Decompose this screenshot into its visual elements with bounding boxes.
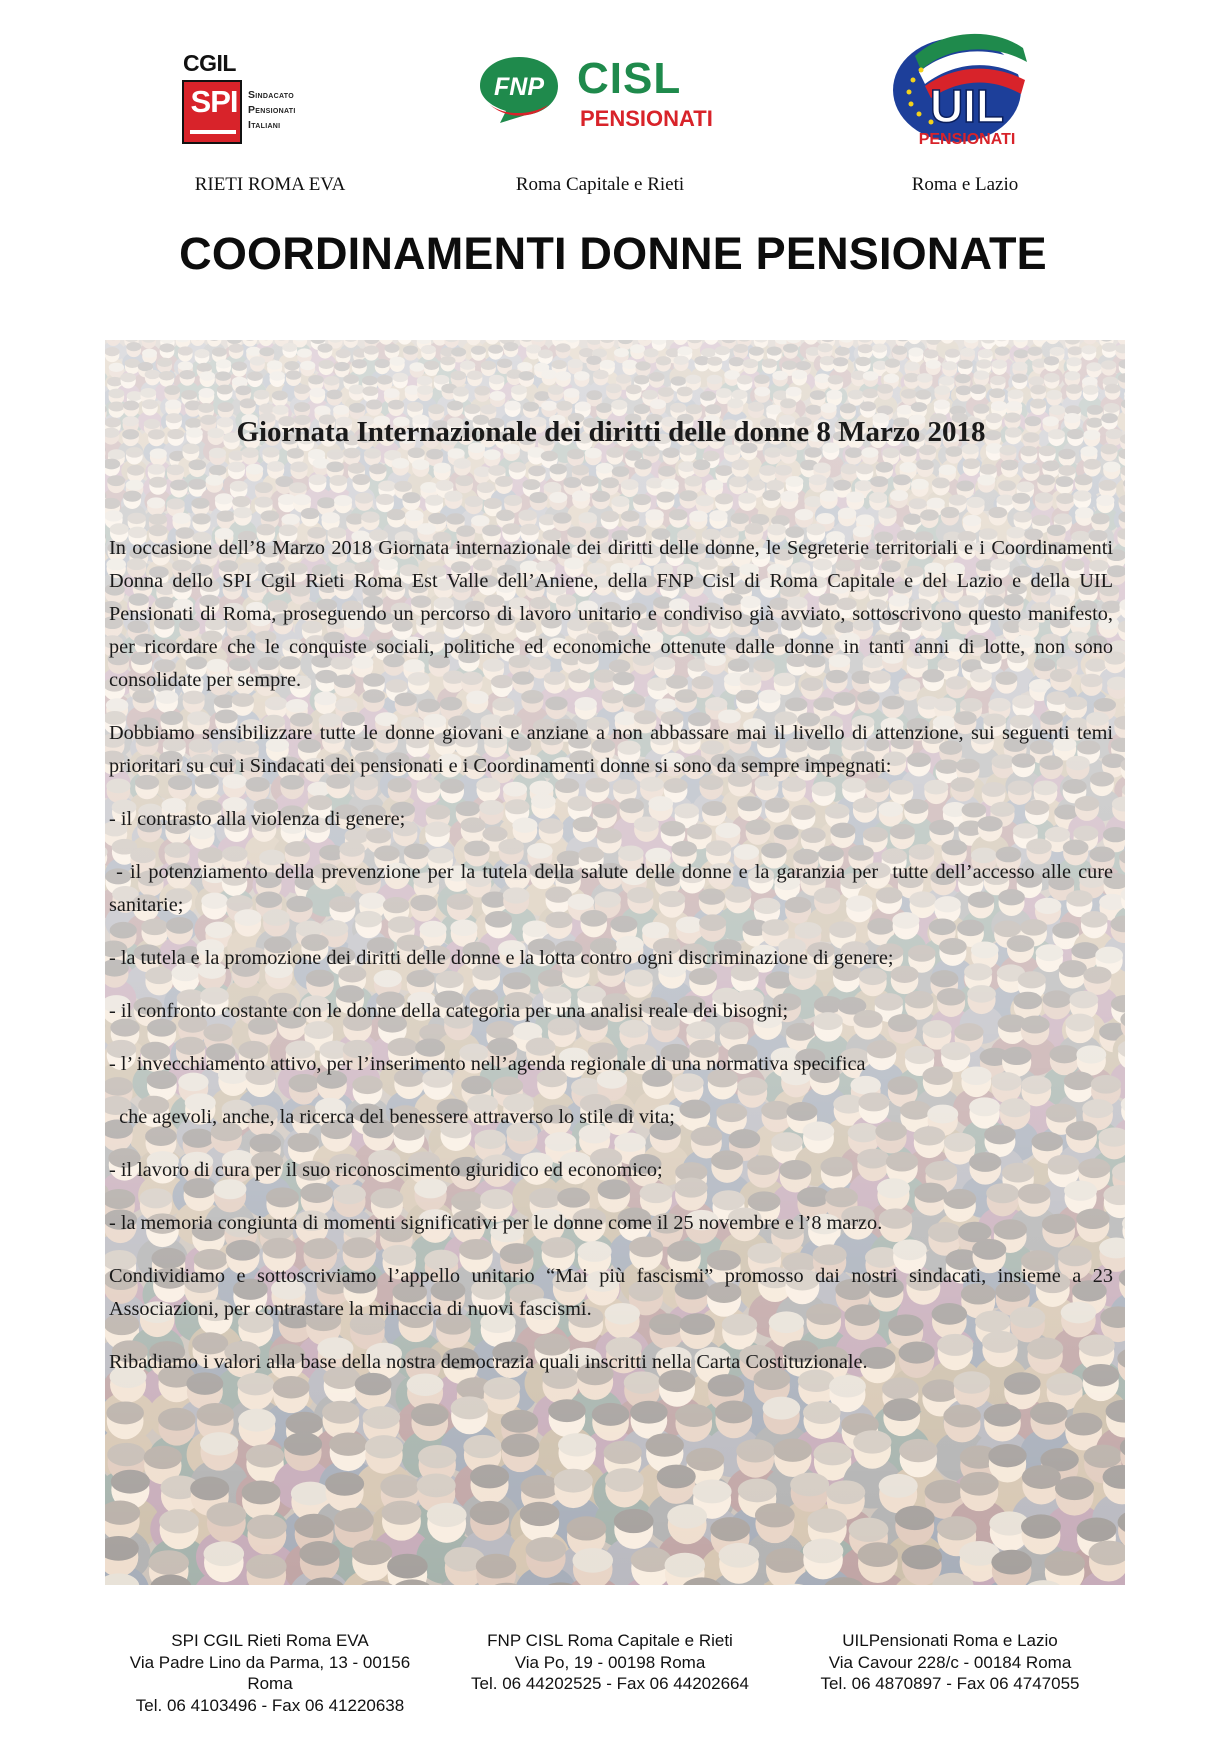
page-title: COORDINAMENTI DONNE PENSIONATE (179, 228, 1047, 279)
cisl-caption: Roma Capitale e Rieti (515, 174, 685, 195)
fnp-cisl-header (470, 40, 730, 210)
footer-line: Roma (247, 1674, 293, 1693)
footer-line: UILPensionati Roma e Lazio (842, 1631, 1058, 1650)
footer-line: Tel. 06 4870897 - Fax 06 4747055 (820, 1674, 1080, 1693)
list-item: - la memoria congiunta di momenti significativi per le donne come il 25 novembre e l’8 marzo. (109, 1212, 883, 1234)
spi-underline (190, 130, 236, 134)
manifesto-subtitle: Giornata Internazionale dei diritti delle donne 8 Marzo 2018 (236, 416, 986, 448)
footer-line: Via Po, 19 - 00198 Roma (514, 1652, 706, 1672)
fnp-badge-text: FNP (494, 73, 544, 101)
footer-contact-uil (790, 1630, 1110, 1695)
list-item: - il potenziamento della prevenzione per la tutela della salute delle donne e la garanzia per tutte dell’accesso alle cure sanitarie; (109, 861, 1113, 916)
cgil-spi-header (140, 40, 400, 210)
footer-line: SPI CGIL Rieti Roma EVA (171, 1631, 369, 1650)
footer-line: FNP CISL Roma Capitale e Rieti (487, 1631, 733, 1650)
footer-contact-cisl (450, 1630, 770, 1695)
cisl-logo-word: CISL (577, 54, 682, 103)
list-item: che agevoli, anche, la ricerca del benessere attraverso lo stile di vita; (109, 1106, 675, 1128)
spi-logo-word: SPI (190, 84, 238, 119)
list-item: - il lavoro di cura per il suo riconoscimento giuridico ed economico; (109, 1159, 663, 1181)
manifesto-content (109, 340, 1113, 1585)
cgil-logo-word: CGIL (183, 50, 236, 76)
appeal-paragraph: Dobbiamo sensibilizzare tutte le donne giovani e anziane a non abbassare mai il livello di attenzione, sui seguenti temi prioritari su cui i Sindacati dei pensionati e i Coordinamenti donne si sono da sempre impegnati: (109, 722, 1113, 777)
list-item: - l’ invecchiamento attivo, per l’inserimento nell’agenda regionale di una normativa specifica (109, 1053, 866, 1075)
manifesto-body (109, 532, 1113, 1399)
crowd-background-panel (105, 340, 1125, 1585)
uil-logo-subtitle: PENSIONATI (918, 131, 1016, 148)
uil-pensionati-logo (875, 18, 1040, 153)
cisl-logo-subtitle: PENSIONATI (580, 106, 713, 131)
cgil-caption: RIETI ROMA EVA (194, 174, 346, 195)
spi-logo-subtitle (248, 88, 296, 133)
list-item: - il confronto costante con le donne della categoria per una analisi reale dei bisogni; (109, 1000, 789, 1022)
footer-line: Via Padre Lino da Parma, 13 - 00156 (129, 1652, 411, 1672)
spi-sub-line: Sindacato (248, 89, 294, 101)
fnp-badge-logo (478, 55, 560, 125)
intro-paragraph: In occasione dell’8 Marzo 2018 Giornata internazionale dei diritti delle donne, le Segreterie territoriali e i Coordinamenti Donna dello SPI Cgil Rieti Roma Est Valle dell’Aniene, della FNP Cisl di Roma Capitale e del Lazio e della UIL Pensionati di Roma, proseguendo un percorso di lavoro unitario e condiviso già avviato, sottoscrivono questo manifesto, per ricordare che le conquiste sociali, politiche ed economiche ottenute dalle donne in tanti anni di lotte, non sono consolidate per sempre. (109, 537, 1113, 691)
footer-line: Tel. 06 44202525 - Fax 06 44202664 (471, 1674, 749, 1693)
cgil-spi-logo (182, 50, 342, 150)
uil-caption: Roma e Lazio (911, 174, 1019, 195)
uil-header (850, 40, 1080, 210)
list-item: - la tutela e la promozione dei diritti delle donne e la lotta contro ogni discriminazione di genere; (109, 947, 894, 969)
fascism-paragraph: Condividiamo e sottoscriviamo l’appello unitario “Mai più fascismi” promosso dai nostri sindacati, insieme a 23 Associazioni, per contrastare la minaccia di nuovi fascismi. (109, 1265, 1113, 1320)
footer-contact-cgil (110, 1630, 430, 1716)
spi-sub-line: Pensionati (248, 104, 296, 116)
spi-red-box (182, 80, 242, 144)
footer-line: Via Cavour 228/c - 00184 Roma (828, 1652, 1072, 1672)
footer-line: Tel. 06 4103496 - Fax 06 41220638 (135, 1695, 405, 1715)
uil-logo-word: UIL (929, 80, 1005, 132)
spi-sub-line: Italiani (248, 119, 281, 131)
closing-paragraph: Ribadiamo i valori alla base della nostra democrazia quali inscritti nella Carta Costituzionale. (109, 1351, 868, 1373)
list-item: - il contrasto alla violenza di genere; (109, 808, 406, 830)
